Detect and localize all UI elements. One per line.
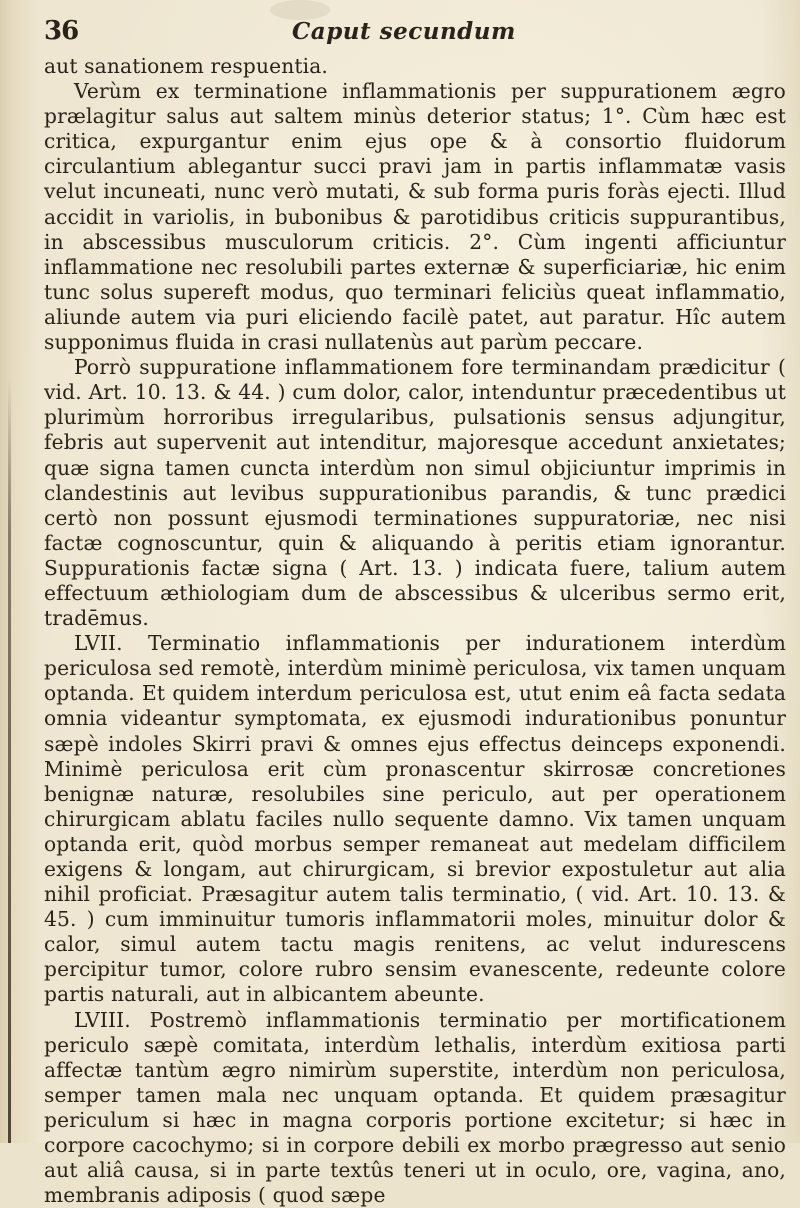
binding-shadow — [8, 380, 11, 1143]
page-number: 36 — [44, 16, 79, 46]
paragraph-continuation: aut sanationem respuentia. — [44, 54, 328, 78]
page-header — [44, 12, 764, 52]
paragraph-suppuration-signs: Porrò suppuratione inflammationem fore terminandam prædicitur ( vid. Art. 10. 13. & 44. ) cum dolor, calor, intenduntur præcedentibus ut plurimùm horroribus irregularibus, pulsationis sensus adjungitur, febris aut supervenit aut intenditur, majoresque accedunt anxietates; quæ signa tamen cuncta interdùm non simul objiciuntur imprimis in clandestinis aut levibus suppurationibus parandis, & tunc prædici certò non possunt ejusmodi terminationes suppuratoriæ, nec nisi factæ cognoscuntur, quin & aliquando à peritis etiam ignorantur. Suppurationis factæ signa ( Art. 13. ) indicata fuere, talium autem effectuum æthiologiam dum de abscessibus & ulceribus sermo erit, tradēmus. — [44, 355, 786, 631]
body-text — [44, 54, 786, 1208]
paragraph-section-lvii: LVII. Terminatio inflammationis per indurationem interdùm periculosa sed remotè, interdùm minimè periculosa, vix tamen unquam optanda. Et quidem interdum periculosa est, utut enim eâ facta sedata omnia videantur symptomata, ex ejusmodi indurationibus ponuntur sæpè indoles Skirri pravi & omnes ejus effectus deinceps exponendi. Minimè periculosa erit cùm pronascentur skirrosæ concretiones benignæ naturæ, resolubiles sine periculo, aut per operationem chirurgicam ablatu faciles nullo sequente damno. Vix tamen unquam optanda erit, quòd morbus semper remaneat aut medelam difficilem exigens & longam, aut chirurgicam, si brevior expostuletur aut alia nihil proficiat. Præsagitur autem talis terminatio, ( vid. Art. 10. 13. & 45. ) cum imminuitur tumoris inflammatorii moles, minuitur dolor & calor, simul autem tactu magis renitens, ac velut indurescens percipitur tumor, colore rubro sensim evanescente, redeunte colore partis naturali, aut in albicantem abeunte. — [44, 631, 786, 1007]
paragraph-section-lviii: LVIII. Postremò inflammationis terminatio per mortificationem periculo sæpè comitata, interdùm lethalis, interdùm exitiosa parti affectæ tantùm ægro nimirùm superstite, interdùm non periculosa, semper tamen mala nec unquam optanda. Et quidem præsagitur periculum si hæc in magna corporis portione excitetur; si hæc in corpore cacochymo; si in corpore debili ex morbo prægresso aut senio aut aliâ causa, si in parte textûs teneri ut in oculo, ore, vagina, ano, membranis adiposis ( quod sæpe — [44, 1007, 786, 1208]
running-head: Caput secundum — [292, 18, 516, 45]
paragraph-suppuration-prognosis: Verùm ex terminatione inflammationis per suppurationem ægro prælagitur salus aut saltem minùs deterior status; 1°. Cùm hæc est critica, expurgantur enim ejus ope & à consortio fluidorum circulantium ablegantur succi pravi jam in partis inflammatæ vasis velut incuneati, nunc verò mutati, & sub forma puris foràs ejecti. Illud accidit in variolis, in bubonibus & parotidibus criticis suppurantibus, in abscessibus musculorum criticis. 2°. Cùm ingenti afficiuntur inflammatione nec resolubili partes externæ & superficiariæ, hic enim tunc solus supereft modus, quo terminari feliciùs queat inflammatio, aliunde autem via puri eliciendo facilè patet, aut paratur. Hîc autem supponimus fluida in crasi nullatenùs aut parùm peccare. — [44, 79, 786, 355]
